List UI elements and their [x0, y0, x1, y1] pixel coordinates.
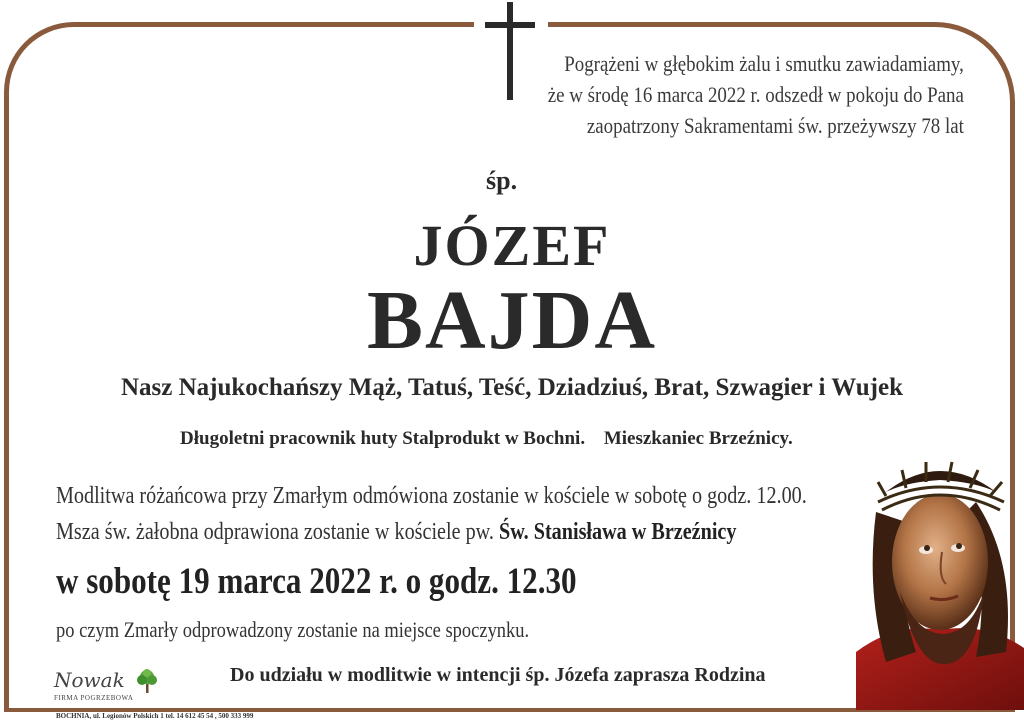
church-name: Św. Stanisława w Brzeźnicy	[499, 519, 737, 545]
burial-note: po czym Zmarły odprowadzony zostanie na miejsce spoczynku.	[56, 617, 530, 642]
ceremony-details	[56, 478, 807, 550]
intro-line: zaopatrzony Sakramentami św. przeżywszy 78 lat	[586, 113, 964, 138]
mass-line	[56, 514, 807, 550]
deceased-last-name: BAJDA	[366, 274, 657, 367]
deceased-prefix: śp.	[486, 166, 518, 195]
intro-line: że w środę 16 marca 2022 r. odszedł w pokoju do Pana	[547, 82, 964, 107]
biography-line	[180, 428, 793, 450]
invitation-text: Do udziału w modlitwie w intencji śp. Józefa zaprasza Rodzina	[230, 664, 766, 686]
worker-note: Długoletni pracownik huty Stalprodukt w Bochni.	[180, 428, 586, 449]
funeral-home-name: Nowak	[54, 668, 125, 692]
deceased-first-name: JÓZEF	[413, 213, 611, 278]
ceremony-date-time: w sobotę 19 marca 2022 r. o godz. 12.30	[56, 561, 577, 602]
mass-prefix: Msza św. żałobna odprawiona zostanie w kościele pw.	[56, 519, 494, 545]
intro-line: Pogrążeni w głębokim żalu i smutku zawiadamiamy,	[564, 51, 964, 76]
intro-text	[548, 48, 964, 141]
funeral-home-subtitle: FIRMA POGRZEBOWA	[54, 694, 134, 702]
funeral-home-logo	[54, 668, 164, 704]
resident-note: Mieszkaniec Brzeźnicy.	[603, 428, 793, 449]
funeral-home-address: BOCHNIA, ul. Legionów Polskich 1 tel. 14 612 45 54 , 500 333 999	[56, 712, 254, 720]
family-roles: Nasz Najukochańszy Mąż, Tatuś, Teść, Dziadziuś, Brat, Szwagier i Wujek	[120, 374, 903, 401]
tree-icon	[134, 668, 160, 694]
jesus-portrait	[856, 452, 1024, 710]
rosary-line: Modlitwa różańcowa przy Zmarłym odmówiona zostanie w kościele w sobotę o godz. 12.00.	[56, 483, 807, 509]
